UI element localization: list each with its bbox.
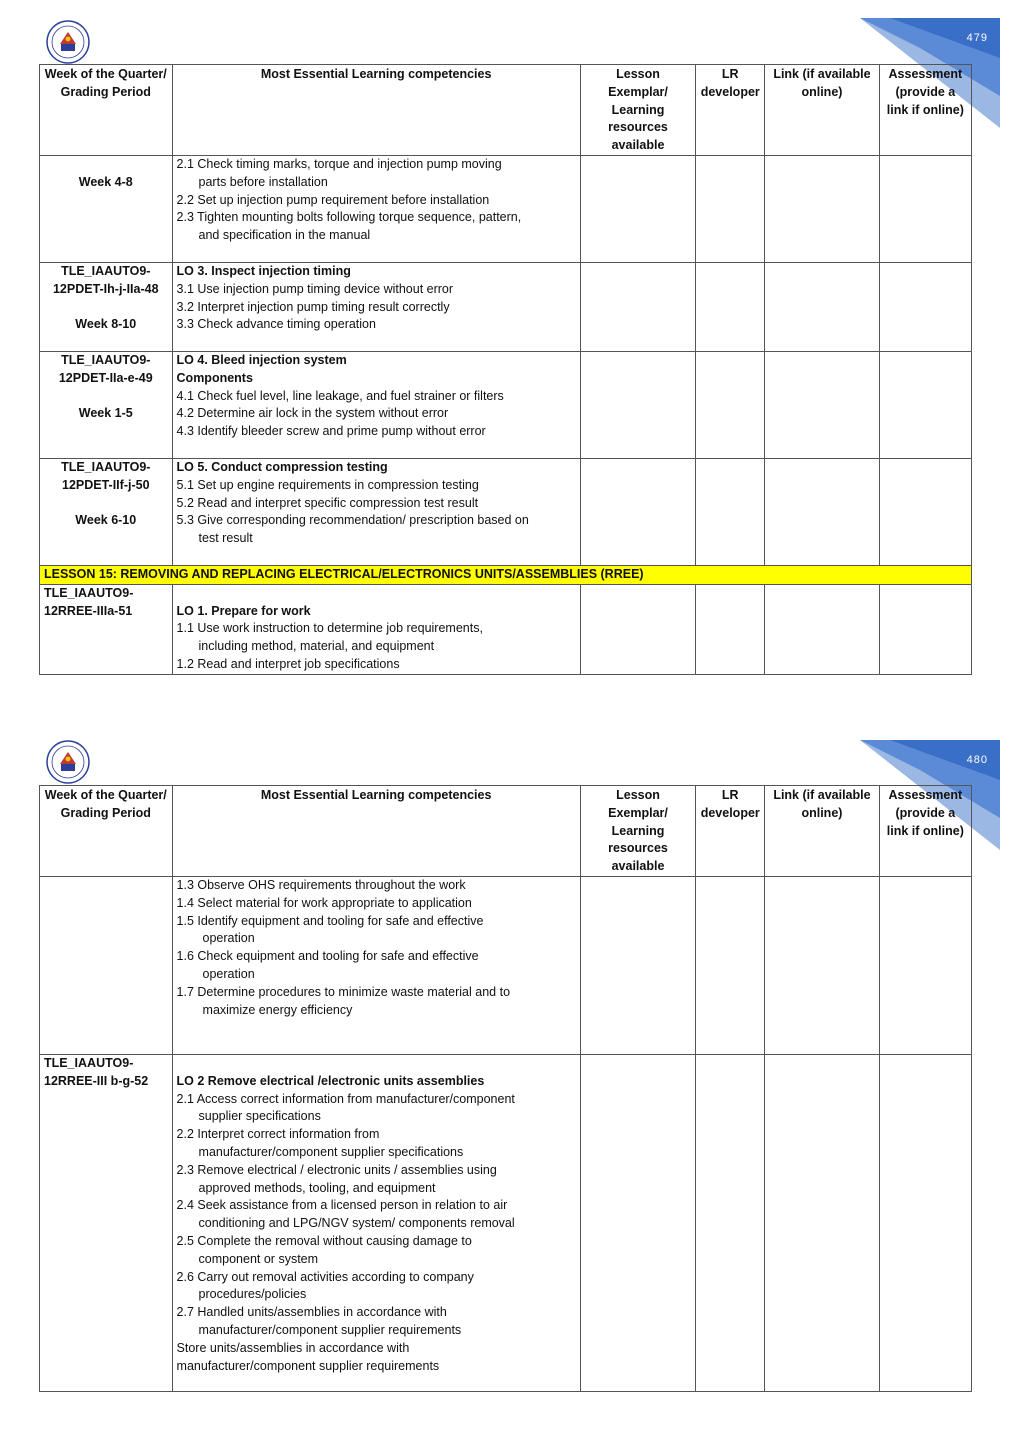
code-cell: TLE_IAAUTO9- 12RREE-III b-g-52 xyxy=(40,1054,173,1391)
header-link: Link (if available online) xyxy=(765,786,880,877)
page-number: 479 xyxy=(966,32,988,44)
table-row xyxy=(40,1054,972,1391)
table-row xyxy=(40,155,972,262)
header-lesson-exemplar: Lesson Exemplar/ Learning resources available xyxy=(580,65,696,156)
deped-seal-icon xyxy=(46,20,90,64)
table-row xyxy=(40,584,972,674)
header-assessment: Assessment (provide a link if online) xyxy=(879,65,971,156)
code-cell: TLE_IAAUTO9- 12RREE-IIIa-51 xyxy=(40,584,173,674)
code-week-cell: TLE_IAAUTO9-12PDET-Ih-j-IIa-48 Week 8-10 xyxy=(40,262,173,351)
competency-cell: LO 5. Conduct compression testing 5.1 Set up engine requirements in compression testing 5.2 Read and interpret specific compression test result 5.3 Give corresponding recommendation/ prescription based on test result xyxy=(172,458,580,565)
code-week-cell: TLE_IAAUTO9-12PDET-IIa-e-49 Week 1-5 xyxy=(40,351,173,458)
week-cell xyxy=(40,876,173,1054)
table-row xyxy=(40,262,972,351)
table-row xyxy=(40,351,972,458)
competency-cell: LO 4. Bleed injection system Components 4.1 Check fuel level, line leakage, and fuel strainer or filters 4.2 Determine air lock in the system without error 4.3 Identify bleeder screw and prime pump without error xyxy=(172,351,580,458)
header-link: Link (if available online) xyxy=(765,65,880,156)
header-competencies: Most Essential Learning competencies xyxy=(172,65,580,156)
competency-cell: LO 1. Prepare for work 1.1 Use work instruction to determine job requirements, including method, material, and equipment 1.2 Read and interpret job specifications xyxy=(172,584,580,674)
header-lesson-exemplar: Lesson Exemplar/ Learning resources available xyxy=(580,786,696,877)
lesson-banner-row xyxy=(40,565,972,584)
header-assessment: Assessment (provide a link if online) xyxy=(879,786,971,877)
table-row xyxy=(40,876,972,1054)
competency-cell: LO 3. Inspect injection timing 3.1 Use injection pump timing device without error 3.2 Interpret injection pump timing result correctly 3.3 Check advance timing operation xyxy=(172,262,580,351)
table-header-row xyxy=(40,786,972,877)
week-cell: Week 4-8 xyxy=(40,155,173,262)
competency-table-479 xyxy=(39,64,972,675)
competency-table-480 xyxy=(39,785,972,1392)
deped-seal-icon xyxy=(46,740,90,784)
table-row xyxy=(40,458,972,565)
competency-cell: 1.3 Observe OHS requirements throughout the work 1.4 Select material for work appropriate to application 1.5 Identify equipment and tooling for safe and effective operation 1.6 Check equipment and tooling for safe and effective operation 1.7 Determine procedures to minimize waste material and to maximize energy efficiency xyxy=(172,876,580,1054)
competency-cell: 2.1 Check timing marks, torque and injection pump moving parts before installation 2.2 Set up injection pump requirement before installation 2.3 Tighten mounting bolts following torque sequence, pattern, and specification in the manual xyxy=(172,155,580,262)
header-week: Week of the Quarter/ Grading Period xyxy=(40,786,173,877)
header-competencies: Most Essential Learning competencies xyxy=(172,786,580,877)
code-week-cell: TLE_IAAUTO9-12PDET-IIf-j-50 Week 6-10 xyxy=(40,458,173,565)
competency-cell: LO 2 Remove electrical /electronic units assemblies 2.1 Access correct information from manufacturer/component supplier specifications 2.2 Interpret correct information from manufacturer/component supplier specifications 2.3 Remove electrical / electronic units / assemblies using approved methods, tooling, and equipment 2.4 Seek assistance from a licensed person in relation to air conditioning and LPG/NGV system/ components removal 2.5 Complete the removal without causing damage to component or system 2.6 Carry out removal activities according to company procedures/policies 2.7 Handled units/assemblies in accordance with manufacturer/component supplier requirements Store units/assemblies in accordance with manufacturer/component supplier requirements xyxy=(172,1054,580,1391)
header-week: Week of the Quarter/ Grading Period xyxy=(40,65,173,156)
header-lr-developer: LR developer xyxy=(696,786,765,877)
header-lr-developer: LR developer xyxy=(696,65,765,156)
lesson-banner: LESSON 15: REMOVING AND REPLACING ELECTRICAL/ELECTRONICS UNITS/ASSEMBLIES (RREE) xyxy=(40,565,972,584)
table-header-row xyxy=(40,65,972,156)
page-480 xyxy=(0,722,1024,1422)
page-number: 480 xyxy=(966,754,988,766)
page-479 xyxy=(0,0,1024,700)
